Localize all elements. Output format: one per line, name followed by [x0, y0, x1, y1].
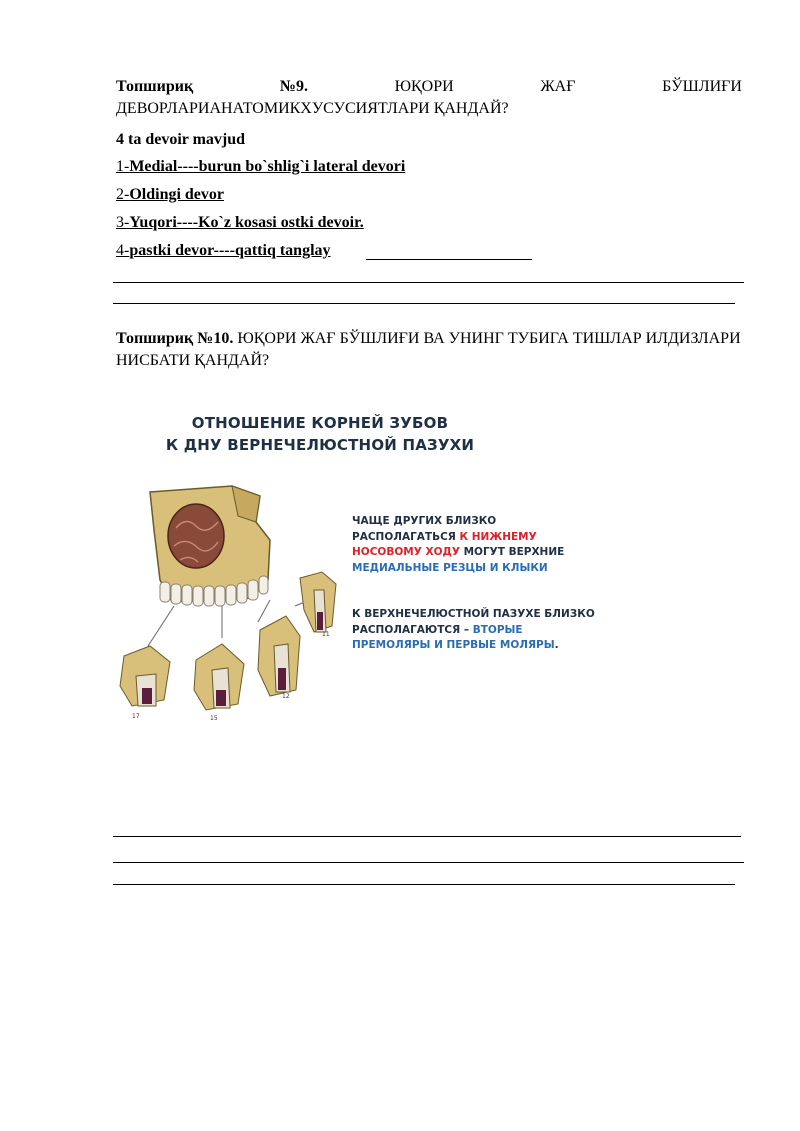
figure-caption-2 — [352, 607, 602, 654]
answer-line — [113, 884, 735, 885]
task10-label: Топшириқ №10. — [116, 330, 234, 347]
tooth-section-17 — [120, 646, 170, 706]
caption-text: МОГУТ ВЕРХНИЕ — [459, 546, 565, 558]
answer-item — [116, 213, 364, 233]
answer-line — [113, 282, 744, 283]
caption-text: ЧАЩЕ ДРУГИХ БЛИЗКО РАСПОЛАГАТЬСЯ — [352, 515, 497, 543]
task9-question-word: БЎШЛИҒИ — [662, 78, 742, 95]
caption-text: К ВЕРХНЕЧЕЛЮСТНОЙ ПАЗУХЕ БЛИЗКО РАСПОЛАГАЮТСЯ – — [352, 608, 595, 636]
answer-item-number: 3- — [116, 214, 130, 231]
callout-number: 15 — [210, 715, 218, 722]
tooth-section-12 — [258, 616, 300, 696]
figure-title-line: ОТНОШЕНИЕ КОРНЕЙ ЗУБОВ — [191, 414, 449, 432]
task10-heading — [116, 328, 742, 372]
tooth-section-15 — [194, 644, 244, 710]
answer-item-number: 1- — [116, 158, 130, 175]
task9-question-word: ЮҚОРИ — [394, 78, 454, 95]
answer-intro: 4 ta devoir mavjud — [116, 131, 246, 148]
tooth-section-11 — [300, 572, 336, 632]
task9-label: Топшириқ — [116, 78, 194, 95]
callout-number: 17 — [132, 713, 140, 720]
caption-text: . — [554, 639, 559, 651]
callout-number: 12 — [282, 693, 290, 700]
answer-item-text: Oldingi devor — [129, 186, 225, 203]
caption-highlight-blue: ВТОРЫЕ ПРЕМОЛЯРЫ И ПЕРВЫЕ МОЛЯРЫ — [352, 623, 555, 651]
figure-caption-1 — [352, 514, 602, 576]
answer-line — [113, 862, 744, 863]
answer-line — [113, 836, 741, 837]
answer-item — [116, 185, 224, 205]
answer-item-text: pastki devor----qattiq tanglay — [129, 242, 331, 259]
anatomy-figure — [110, 400, 595, 730]
task9-number: №9. — [279, 78, 308, 95]
figure-title-line: К ДНУ ВЕРНЕЧЕЛЮСТНОЙ ПАЗУХИ — [165, 436, 475, 454]
task9-heading — [116, 76, 742, 120]
answer-item-number: 4- — [116, 242, 130, 259]
maxilla-drawing — [150, 486, 270, 606]
answer-line — [113, 303, 735, 304]
task9-question-line2: ДЕВОРЛАРИАНАТОМИКХУСУСИЯТЛАРИ ҚАНДАЙ? — [116, 100, 509, 117]
task10-question: ЮҚОРИ ЖАҒ БЎШЛИҒИ ВА УНИНГ ТУБИГА ТИШЛАР ИЛДИЗЛАРИ НИСБАТИ ҚАНДАЙ? — [116, 330, 741, 369]
answer-item — [116, 241, 331, 261]
callout-number: 11 — [322, 631, 330, 638]
answer-line — [366, 259, 532, 260]
maxilla-illustration — [110, 400, 350, 730]
caption-highlight-red: К НИЖНЕМУ НОСОВОМУ ХОДУ — [352, 530, 537, 558]
answer-item-text: Medial----burun bo`shlig`i lateral devori — [129, 158, 406, 175]
answer-item-text: Yuqori----Ko`z kosasi ostki devoir. — [129, 214, 364, 231]
caption-highlight-blue: МЕДИАЛЬНЫЕ РЕЗЦЫ И КЛЫКИ — [352, 561, 548, 574]
answer-item — [116, 157, 405, 177]
answer-item-number: 2- — [116, 186, 130, 203]
task9-question-word: ЖАҒ — [540, 78, 576, 95]
